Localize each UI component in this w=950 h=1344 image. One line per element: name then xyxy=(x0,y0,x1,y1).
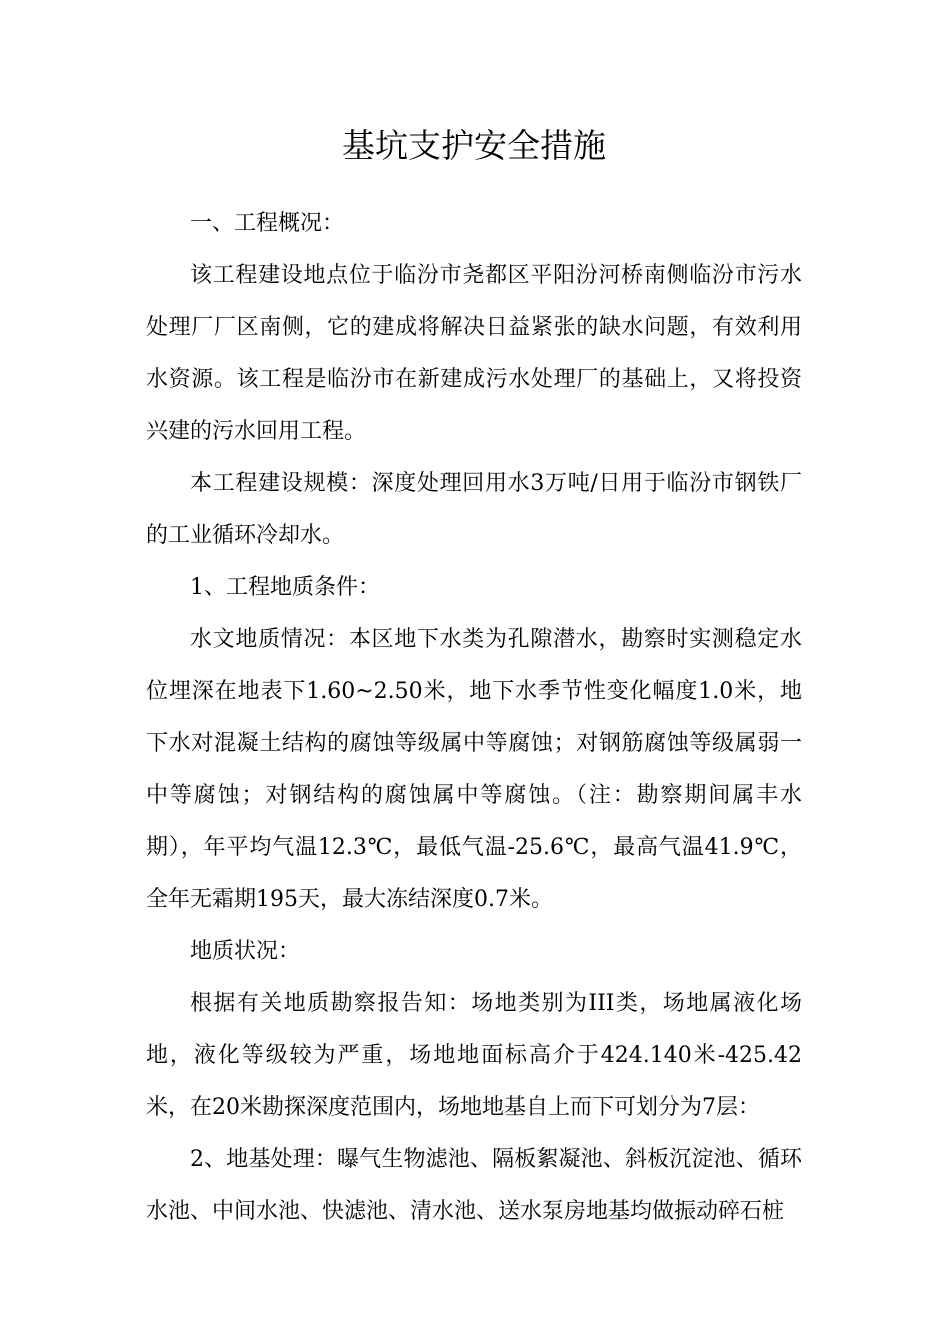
document-body xyxy=(146,198,802,1238)
paragraph-project-location: 该工程建设地点位于临汾市尧都区平阳汾河桥南侧临汾市污水处理厂厂区南侧，它的建成将解决日益紧张的缺水问题，有效利用水资源。该工程是临汾市在新建成污水处理厂的基础上，又将投资兴建的污水回用工程。 xyxy=(146,263,802,444)
paragraph-survey-report: 根据有关地质勘察报告知：场地类别为III类，场地属液化场地，液化等级较为严重，场地地面标高介于424.140米-425.42米，在20米勘探深度范围内，场地地基自上而下可划分为7层： xyxy=(146,991,802,1120)
subheading-geological-status: 地质状况： xyxy=(190,939,301,964)
paragraph-hydrogeology: 水文地质情况：本区地下水类为孔隙潜水，勘察时实测稳定水位埋深在地表下1.60~2.50米，地下水季节性变化幅度1.0米，地下水对混凝土结构的腐蚀等级属中等腐蚀；对钢筋腐蚀等级属弱一中等腐蚀；对钢结构的腐蚀属中等腐蚀。（注：勘察期间属丰水期），年平均气温12.3℃，最低气温-25.6℃，最高气温41.9℃，全年无霜期195天，最大冻结深度0.7米。 xyxy=(146,627,802,912)
section-heading-geology: 1、工程地质条件： xyxy=(190,575,380,600)
paragraph-project-scale: 本工程建设规模：深度处理回用水3万吨/日用于临汾市钢铁厂的工业循环冷却水。 xyxy=(146,471,802,548)
document-title: 基坑支护安全措施 xyxy=(342,126,606,165)
paragraph-foundation-treatment: 2、地基处理：曝气生物滤池、隔板絮凝池、斜板沉淀池、循环水池、中间水池、快滤池、清水池、送水泵房地基均做振动碎石桩 xyxy=(146,1147,802,1224)
section-heading-overview: 一、工程概况： xyxy=(190,211,345,236)
